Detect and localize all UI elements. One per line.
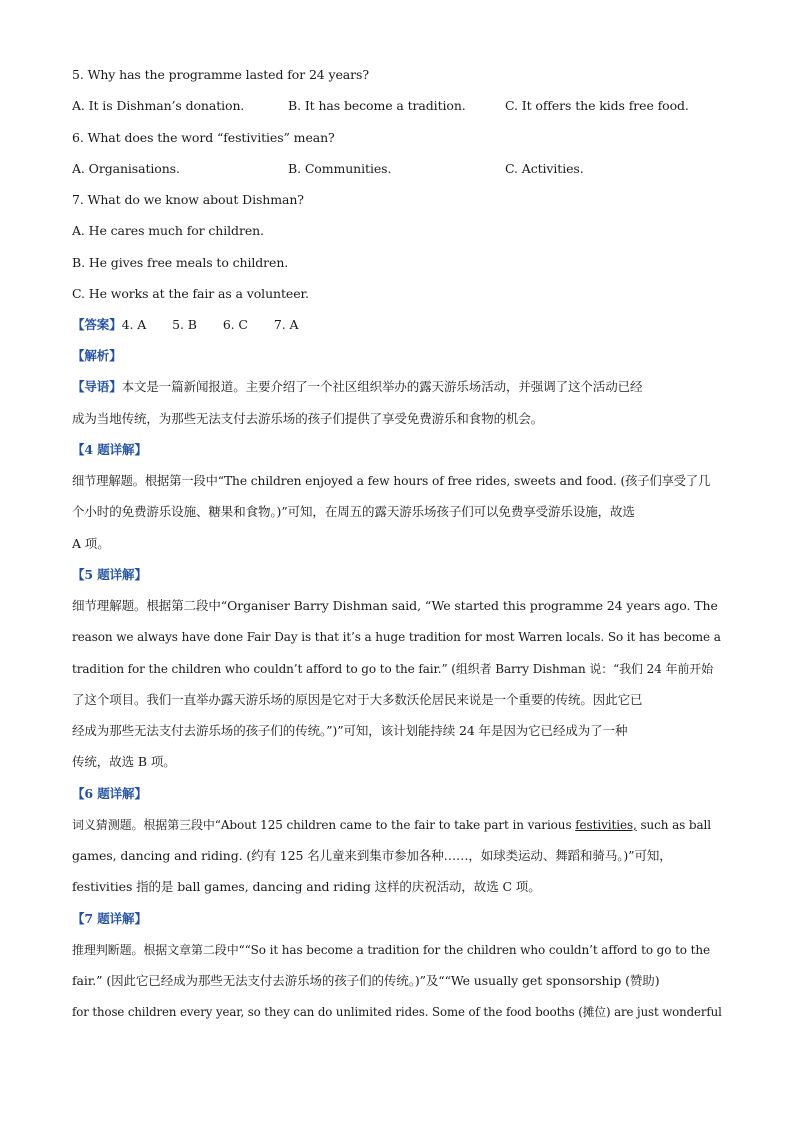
- option-7a: A. He cares much for children.: [72, 223, 264, 238]
- question-7: 7. What do we know about Dishman?: [72, 192, 304, 207]
- guide-line-1: [72, 378, 642, 396]
- detail-5-line-5: 经成为那些无法支付去游乐场的孩子们的传统。”)”可知，该计划能持续 24 年是因为它已经成为了一种: [72, 723, 628, 738]
- answer-5: 5. B: [172, 317, 197, 332]
- detail-5-line-3: tradition for the children who couldn’t afford to go to the fair.” (组织者 Barry Dishman 说：“我们 24 年前开始: [72, 662, 714, 676]
- option-6a: A. Organisations.: [72, 161, 180, 176]
- detail-7-line-1: 推理判断题。根据文章第二段中““So it has become a tradition for the children who couldn’t afford to go to the: [72, 943, 710, 957]
- detail-4-line-1: 细节理解题。根据第一段中“The children enjoyed a few hours of free rides, sweets and food. (孩子们享受了几: [72, 474, 711, 488]
- detail-5-line-2: reason we always have done Fair Day is that it’s a huge tradition for most Warren locals. So it has become a: [72, 630, 721, 644]
- detail-7-line-3: for those children every year, so they can do unlimited rides. Some of the food booths (摊位) are just wonderful: [72, 1005, 722, 1019]
- detail-4-line-3: A 项。: [72, 536, 110, 551]
- detail-4-line-2: 个小时的免费游乐设施、糖果和食物。)”可知，在周五的露天游乐场孩子们可以免费享受游乐设施，故选: [72, 504, 635, 519]
- option-6c: C. Activities.: [505, 161, 584, 176]
- detail-7-line-2: fair.” (因此它已经成为那些无法支付去游乐场的孩子们的传统。)”及““We usually get sponsorship (赞助): [72, 973, 660, 988]
- answer-4: 4. A: [121, 317, 147, 332]
- guide-line-2: 成为当地传统，为那些无法支付去游乐场的孩子们提供了享受免费游乐和食物的机会。: [72, 411, 544, 426]
- option-7c: C. He works at the fair as a volunteer.: [72, 286, 309, 301]
- detail-5-line-6: 传统，故选 B 项。: [72, 754, 176, 769]
- guide-label: 【导语】: [72, 379, 122, 394]
- detail-6-line-2: games, dancing and riding. (约有 125 名儿童来到集市参加各种……，如球类运动、舞蹈和骑马。)”可知，: [72, 848, 672, 863]
- detail-6-label: 【6 题详解】: [72, 786, 147, 801]
- detail-6-line-1-post: such as ball: [636, 818, 712, 832]
- detail-6-line-1-pre: 词义猜测题。根据第三段中“About 125 children came to the fair to take part in various: [72, 818, 576, 832]
- detail-7-label: 【7 题详解】: [72, 911, 147, 926]
- answer-label: 【答案】: [72, 317, 122, 332]
- option-7b: B. He gives free meals to children.: [72, 255, 289, 270]
- question-5: 5. Why has the programme lasted for 24 years?: [72, 67, 369, 82]
- option-5a: A. It is Dishman’s donation.: [72, 98, 245, 113]
- detail-6-line-3: festivities 指的是 ball games, dancing and riding 这样的庆祝活动，故选 C 项。: [72, 879, 541, 894]
- festivities-underlined-word: festivities,: [575, 818, 637, 832]
- detail-4-label: 【4 题详解】: [72, 442, 147, 457]
- guide-text-1: 本文是一篇新闻报道。主要介绍了一个社区组织举办的露天游乐场活动，并强调了这个活动已经: [121, 379, 643, 394]
- detail-5-line-4: 了这个项目。我们一直举办露天游乐场的原因是它对于大多数沃伦居民来说是一个重要的传统。因此它已: [72, 692, 643, 707]
- answer-line: [72, 316, 324, 334]
- detail-5-label: 【5 题详解】: [72, 567, 147, 582]
- detail-5-line-1: 细节理解题。根据第二段中“Organiser Barry Dishman said, “We started this programme 24 years ago. The: [72, 598, 718, 613]
- detail-6-line-1: [72, 816, 711, 834]
- option-6b: B. Communities.: [288, 161, 392, 176]
- answer-6: 6. C: [222, 317, 248, 332]
- analysis-label: 【解析】: [72, 348, 122, 363]
- question-6: 6. What does the word “festivities” mean?: [72, 130, 335, 145]
- answer-7: 7. A: [273, 317, 299, 332]
- option-5b: B. It has become a tradition.: [288, 98, 466, 113]
- option-5c: C. It offers the kids free food.: [505, 98, 689, 113]
